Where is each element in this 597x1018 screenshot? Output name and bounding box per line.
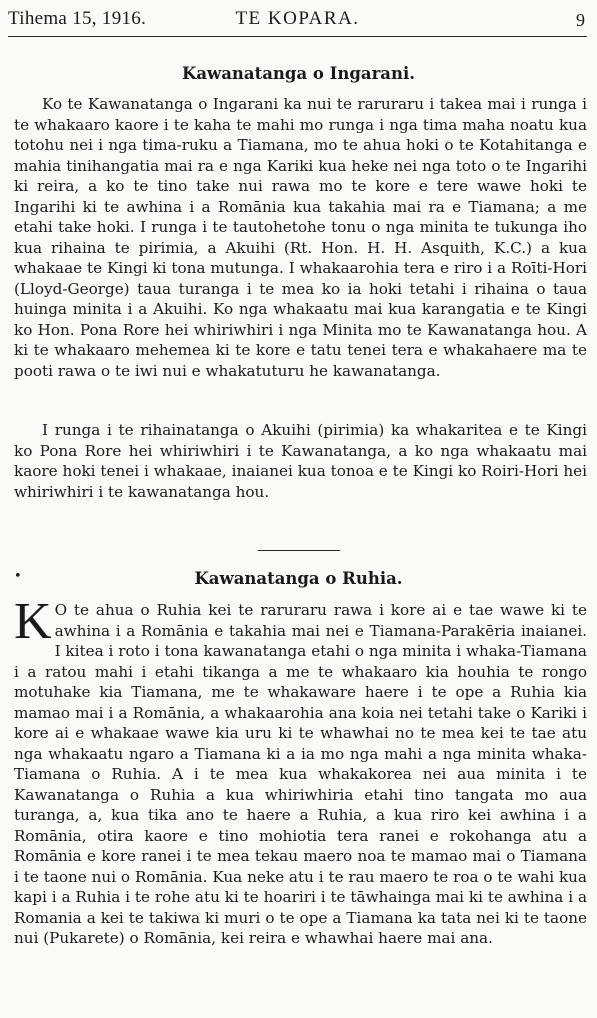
paragraph-ruhia-1 xyxy=(14,593,587,949)
section-divider xyxy=(258,550,340,551)
paragraph-ruhia-text: O te ahua o Ruhia kei te raruraru rawa i kore ai e tae wawe ki te awhina i a Romānia e takahia mai nei e Tiamana-Parakēria inaianei. I kitea i roto i tona kawanatanga etahi o nga minita i whaka-Tiamana i a ratou mahi i etahi tikanga a me te whakaaro kia houhia te rongo motuhake kia Tiamana, me te whakaware haere i te ope a Ruhia kia mamao mai i a Romānia, a whakaarohia ana koia nei tetahi take o Kariki i kore ai e whakaae wawe kia uru ki te whawhai no te mea kei te tae atu nga whakaatu ngaro a Tiamana ki a ia mo nga mahi a nga minita whaka-Tiamana o Ruhia. A i te mea kua whakakorea nei aua minita i te Kawanatanga o Ruhia a kua whiriwhiria etahi tino tangata mo aua turanga, a, kua tika ano te haere a Ruhia, a kua riro kei awhina i a Romānia, otira kaore e tino mohiotia tera ranei e rokohanga atu a Romānia e kore ranei i te mea tekau maero noa te mamao mai o Tiamana i te taone nui o Romānia. Kua neke atu i te rau maero te roa o te wahi kua kapi i a Ruhia i te rohe atu ki te hoariri i te tāwhainga mai ki te awhina i a Romania a kei te takiwa ki muri o te ope a Tiamana ka tata nei ki te taone nui (Pukarete) o Romānia, kei reira e whawhai haere mai ana. xyxy=(14,601,587,947)
page-number: 9 xyxy=(576,10,585,30)
section-title-ingarani: Kawanatanga o Ingarani. xyxy=(182,64,415,83)
issue-date: Tihema 15, 1916. xyxy=(8,8,147,29)
paragraph-ingarani-1: Ko te Kawanatanga o Ingarani ka nui te raruraru i takea mai i runga i te whakaaro kaore i te kaha te mahi mo runga i nga tima maha noatu kua totohu nei i nga tima-ruku a Tiamana, mo te ahua hoki o te Kotahitanga e mahia tinihangatia mai ra e nga Kariki kua heke nei nga toto o te Ingarihi ki reira, a ko te tino take nui rawa mo te kore e tere wawe hoki te Ingarihi ki te awhina i a Romānia kua takahia mai ra e Tiamana; a me etahi take hoki. I runga i te tautohetohe tonu o nga minita te tukunga iho kua rihaina te pirimia, a Akuihi (Rt. Hon. H. H. Asquith, K.C.) a kua whakaae te Kingi ki tona mutunga. I whakaarohia tera e riro i a Roīti-Hori (Lloyd-George) taua turanga i te mea ko ia hoki tetahi i rihaina o taua huinga minita i a Akuihi. Ko nga whakaatu mai kua karangatia e te Kingi ko Hon. Pona Rore hei whiriwhiri i nga Minita mo te Kawanatanga hou. A ki te whakaaro mehemea ki te kore e tatu tenei tera e whakahaere ma te pooti rawa o te iwi nui e whakatuturu he kawanatanga. xyxy=(14,95,587,380)
paragraph-ingarani-2: I runga i te rihainatanga o Akuihi (pirimia) ka whakaritea e te Kingi ko Pona Rore hei whiriwhiri i te Kawanatanga, a ko nga whakaatu mai kaore hoki tenei i whakaae, inaianei kua tonoa e te Kingi ko Roiri-Hori hei whiriwhiri i te kawanatanga hou. xyxy=(14,421,587,501)
publication-title: TE KOPARA. xyxy=(235,8,360,29)
page-header xyxy=(8,6,587,37)
section-title-ruhia: Kawanatanga o Ruhia. xyxy=(194,569,403,588)
section-marker: • xyxy=(14,569,22,584)
drop-cap: K xyxy=(14,593,52,650)
